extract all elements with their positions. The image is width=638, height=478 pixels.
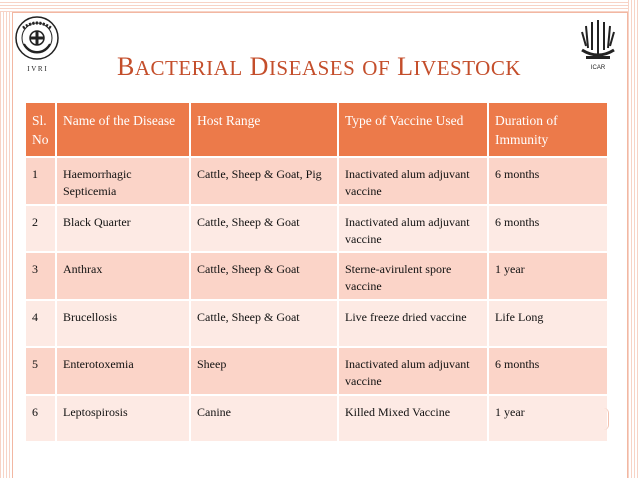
cell-immunity-duration: 1 year [488,252,607,300]
cell-immunity-duration: Life Long [488,300,607,347]
cell-disease-name: Enterotoxemia [56,347,190,395]
decorative-border-top [0,0,638,12]
table-header-row [26,103,607,157]
header-host-range: Host Range [190,103,338,157]
table-row [26,347,607,395]
cell-host-range: Cattle, Sheep & Goat [190,252,338,300]
cell-vaccine-type: Inactivated alum adjuvant vaccine [338,205,488,252]
cell-immunity-duration: 6 months [488,347,607,395]
cell-host-range: Canine [190,395,338,441]
header-vaccine-type: Type of Vaccine Used [338,103,488,157]
cell-sl-no: 1 [26,157,56,205]
table-row [26,252,607,300]
cell-sl-no: 5 [26,347,56,395]
cell-vaccine-type: Live freeze dried vaccine [338,300,488,347]
header-sl-no: Sl. No [26,103,56,157]
header-immunity-duration: Duration of Immunity [488,103,607,157]
decorative-bracket [604,408,609,430]
cell-host-range: Cattle, Sheep & Goat [190,205,338,252]
header-disease-name: Name of the Disease [56,103,190,157]
cell-disease-name: Brucellosis [56,300,190,347]
table-row [26,157,607,205]
table-row [26,300,607,347]
icar-logo-text: ICAR [590,65,606,71]
cell-sl-no: 6 [26,395,56,441]
cell-sl-no: 4 [26,300,56,347]
ivri-logo-text: I V R I [27,65,47,73]
cell-immunity-duration: 6 months [488,157,607,205]
table-row [26,395,607,441]
cell-disease-name: Leptospirosis [56,395,190,441]
cell-disease-name: Anthrax [56,252,190,300]
cell-immunity-duration: 1 year [488,395,607,441]
cell-immunity-duration: 6 months [488,205,607,252]
cell-vaccine-type: Inactivated alum adjuvant vaccine [338,157,488,205]
cell-vaccine-type: Inactivated alum adjuvant vaccine [338,347,488,395]
cell-sl-no: 3 [26,252,56,300]
page-title: BACTERIAL DISEASES OF LIVESTOCK [116,52,521,81]
cell-vaccine-type: Killed Mixed Vaccine [338,395,488,441]
cell-disease-name: Black Quarter [56,205,190,252]
cell-disease-name: Haemorrhagic Septicemia [56,157,190,205]
diseases-table [26,103,607,441]
table-row [26,205,607,252]
cell-host-range: Cattle, Sheep & Goat [190,300,338,347]
cell-vaccine-type: Sterne-avirulent spore vaccine [338,252,488,300]
cell-sl-no: 2 [26,205,56,252]
cell-host-range: Cattle, Sheep & Goat, Pig [190,157,338,205]
cell-host-range: Sheep [190,347,338,395]
